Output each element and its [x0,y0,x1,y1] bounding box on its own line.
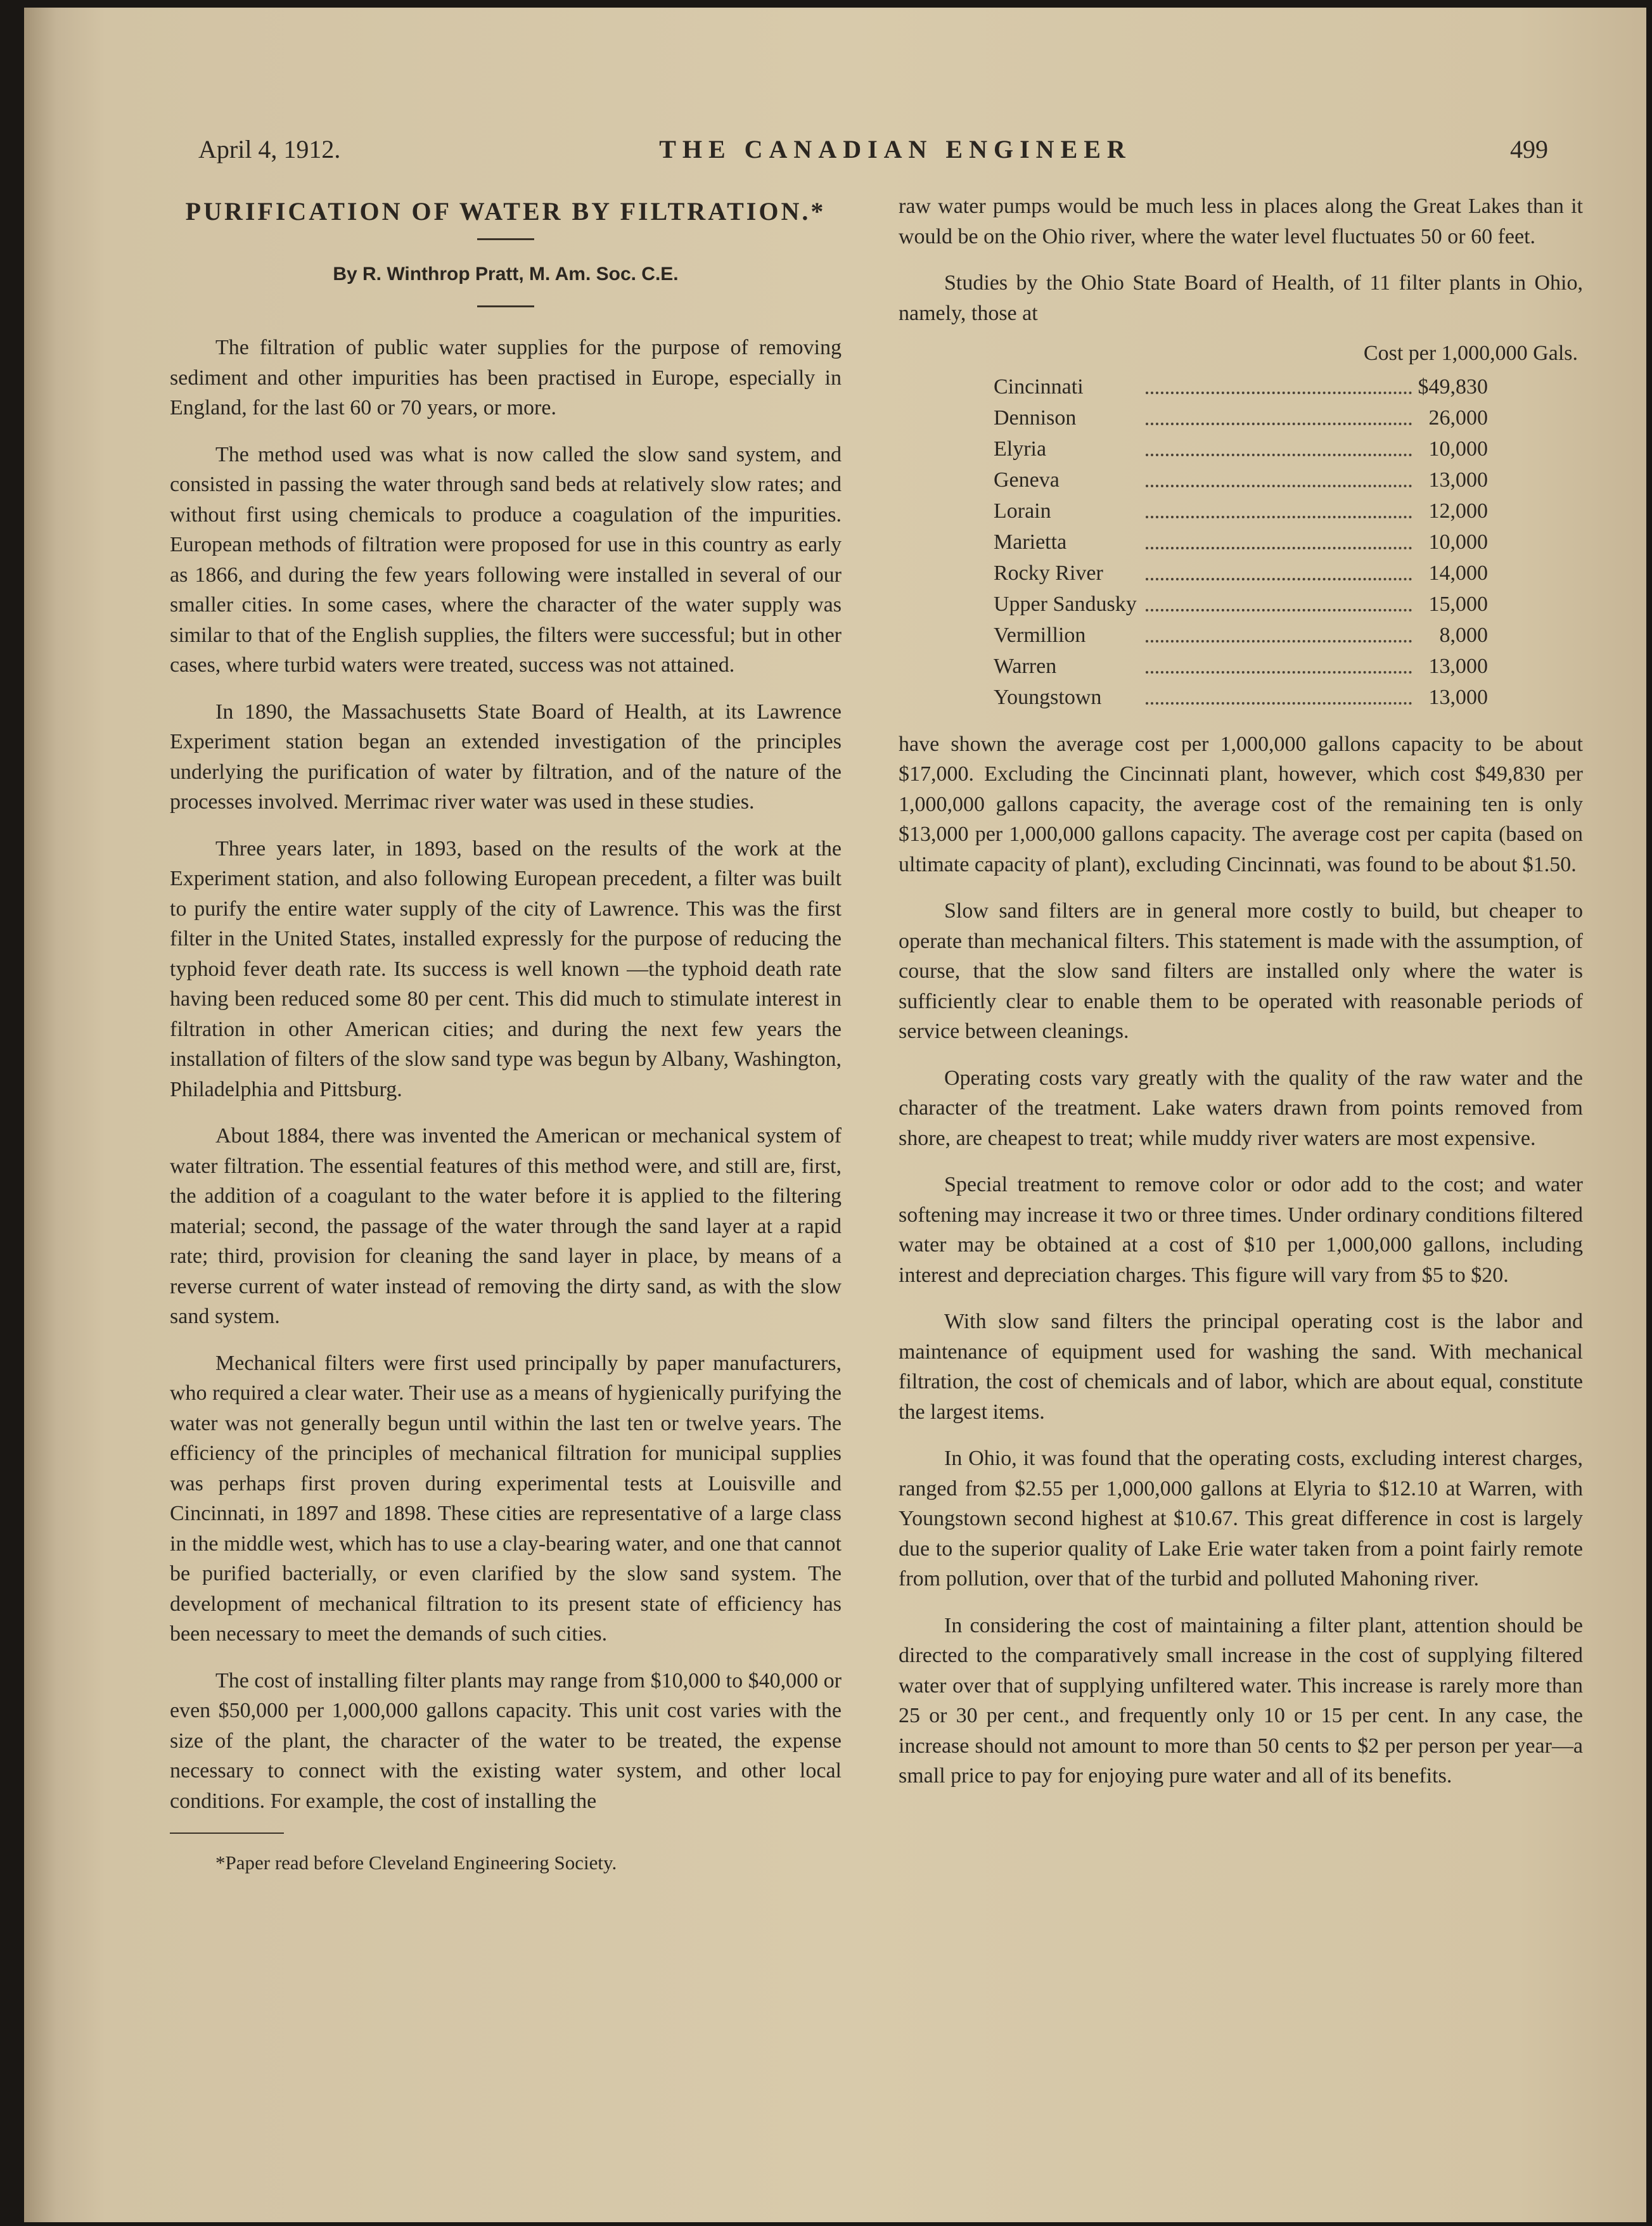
cost-value: 8,000 [1439,623,1488,647]
city-name: Cincinnati [994,374,1084,399]
paragraph: Three years later, in 1893, based on the results of the work at the Experiment station, and also following European precedent, a filter was built to purify the entire water supply of the city of Lawrence. This was the first filter in the United States, installed expressly for the purpose of reducing the typhoid fever death rate. Its success is well known —the typhoid death rate having been reduced some 80 per cent. This did much to stimulate interest in filtration in other American cities; and during the next few years the installation of filters of the slow sand type was begun by Albany, Washington, Philadelphia and Pittsburg. [170,836,842,1101]
paragraph: In Ohio, it was found that the operating costs, excluding interest charges, ranged from $2.55 per 1,000,000 gallons at Elyria to $12.10 at Warren, with Youngstown second highest at $10.67. This great difference in cost is largely due to the superior quality of Lake Erie water taken from a point fairly remote from pollution, over that of the turbid and polluted Mahoning river. [899,1447,1583,1590]
city-name: Elyria [994,437,1047,461]
city-name: Vermillion [994,623,1086,647]
left-column [170,191,842,1895]
cost-value: 14,000 [1428,561,1488,585]
dot-leader [1137,496,1418,527]
paragraph: The method used was what is now called the slow sand system, and consisted in passing the water through sand beds at relatively slow rates; and without first using chemicals to produce a coagulation of the impurities. European methods of filtration were proposed for use in this country as early as 1866, and during the few years following were installed in several of our smaller cities. In some cases, where the character of the water supply was similar to that of the English supplies, the filters were successful; but in other cases, where turbid waters were treated, success was not attained. [170,442,842,677]
paragraph: In 1890, the Massachusetts State Board of Health, at its Lawrence Experiment station began an extended investigation of the principles underlying the purification of water by filtration, and of the nature of the processes involved. Merrimac river water was used in these studies. [170,700,842,814]
page-sheet [24,8,1646,2222]
dot-leader [1137,682,1418,713]
paragraph: Operating costs vary greatly with the quality of the raw water and the character of the treatment. Lake waters drawn from points removed from shore, are cheapest to treat; while muddy river waters are most expensive. [899,1066,1583,1150]
table-row [994,589,1488,620]
dot-leader [1137,527,1418,558]
paragraph: raw water pumps would be much less in places along the Great Lakes than it would be on the Ohio river, where the water level fluctuates 50 or 60 feet. [899,195,1583,248]
journal-title: THE CANADIAN ENGINEER [659,135,1132,163]
table-row [994,682,1488,713]
cost-table [994,371,1488,713]
city-name: Upper Sandusky [994,592,1137,616]
table-row [994,433,1488,464]
cost-table-header: Cost per 1,000,000 Gals. [1363,342,1578,365]
city-name: Geneva [994,468,1060,492]
cost-value: 10,000 [1428,530,1488,554]
paragraph: The filtration of public water supplies for the purpose of removing sediment and other impurities has been practised in Europe, especially in England, for the last 60 or 70 years, or more. [170,336,842,419]
article-title: PURIFICATION OF WATER BY FILTRATION.* [185,197,826,226]
city-name: Lorain [994,499,1051,523]
cost-value: 12,000 [1428,499,1488,523]
cost-value: 13,000 [1428,685,1488,709]
dot-leader [1137,558,1418,589]
paragraph: Studies by the Ohio State Board of Health, of 11 filter plants in Ohio, namely, those at [899,271,1583,325]
footnote-divider [170,1833,284,1834]
paragraph: Mechanical filters were first used principally by paper manufacturers, who required a clear water. Their use as a means of hygienically purifying the water was not generally begun until within the last ten or twelve years. The efficiency of the principles of mechanical filtration for municipal supplies was perhaps first proven during experimental tests at Louisville and Cincinnati, in 1897 and 1898. These cities are representative of a large class in the middle west, which has to use a clay-bearing water, and one that cannot be purified bacterially, or even clarified by the slow sand system. The development of mechanical filtration to its present state of efficiency has been necessary to meet the demands of such cities. [170,1351,842,1646]
paragraph: With slow sand filters the principal operating cost is the labor and maintenance of equipment used for washing the sand. With mechanical filtration, the cost of chemicals and of labor, which are about equal, constitute the largest items. [899,1310,1583,1424]
byline-divider [477,305,534,307]
dot-leader [1137,651,1418,682]
running-header [173,134,1618,172]
table-row [994,558,1488,589]
footnote: *Paper read before Cleveland Engineering Society. [215,1852,617,1874]
paragraph: In considering the cost of maintaining a filter plant, attention should be directed to the comparatively small increase in the cost of supplying filtered water over that of supplying unfiltered water. This increase is rarely more than 25 or 30 per cent., and frequently only 10 or 15 per cent. In any case, the increase should not amount to more than 50 cents to $2 per person per year—a small price to pay for enjoying pure water and all of its benefits. [899,1613,1583,1788]
table-row [994,620,1488,651]
cost-value: 13,000 [1428,468,1488,492]
dot-leader [1137,464,1418,496]
title-divider [477,238,534,240]
cost-value: 10,000 [1428,437,1488,461]
city-name: Rocky River [994,561,1103,585]
dot-leader [1137,402,1418,433]
dot-leader [1137,433,1418,464]
table-row [994,402,1488,433]
table-row [994,464,1488,496]
cost-value: $49,830 [1418,374,1488,399]
paragraph: Slow sand filters are in general more costly to build, but cheaper to operate than mechanical filters. This statement is made with the assumption, of course, that the slow sand filters are installed only where the water is sufficiently clear to enable them to be operated with reasonable periods of service between cleanings. [899,899,1583,1043]
page-number: 499 [1510,135,1548,163]
table-row [994,527,1488,558]
paragraph: have shown the average cost per 1,000,000 gallons capacity to be about $17,000. Excluding the Cincinnati plant, however, which cost $49,830 per 1,000,000 gallons capacity, the average cost of the remaining ten is only $13,000 per 1,000,000 gallons capacity. The average cost per capita (based on ultimate capacity of plant), excluding Cincinnati, was found to be about $1.50. [899,732,1583,876]
city-name: Warren [994,654,1057,678]
table-row [994,496,1488,527]
table-row [994,651,1488,682]
city-name: Dennison [994,406,1077,430]
paragraph: The cost of installing filter plants may range from $10,000 to $40,000 or even $50,000 per 1,000,000 gallons capacity. This unit cost varies with the size of the plant, the character of the water to be treated, the expense necessary to connect with the existing water system, and other local conditions. For example, the cost of installing the [170,1668,842,1813]
dot-leader [1137,371,1418,402]
issue-date: April 4, 1912. [198,135,341,163]
cost-value: 15,000 [1428,592,1488,616]
dot-leader [1137,620,1418,651]
table-row [994,371,1488,402]
city-name: Youngstown [994,685,1102,709]
cost-value: 13,000 [1428,654,1488,678]
cost-value: 26,000 [1428,406,1488,430]
paragraph: Special treatment to remove color or odor add to the cost; and water softening may increase it two or three times. Under ordinary conditions filtered water may be obtained at a cost of $10 per 1,000,000 gallons, including interest and depreciation charges. This figure will vary from $5 to $20. [899,1173,1583,1287]
article-byline: By R. Winthrop Pratt, M. Am. Soc. C.E. [333,263,679,285]
city-name: Marietta [994,530,1067,554]
dot-leader [1137,589,1418,620]
right-column [899,191,1583,1808]
paragraph: About 1884, there was invented the American or mechanical system of water filtration. The essential features of this method were, and still are, first, the addition of a coagulant to the water before it is applied to the filtering material; second, the passage of the water through the sand layer at a rapid rate; third, provision for cleaning the sand layer in place, by means of a reverse current of water instead of removing the dirty sand, as with the slow sand system. [170,1124,842,1328]
